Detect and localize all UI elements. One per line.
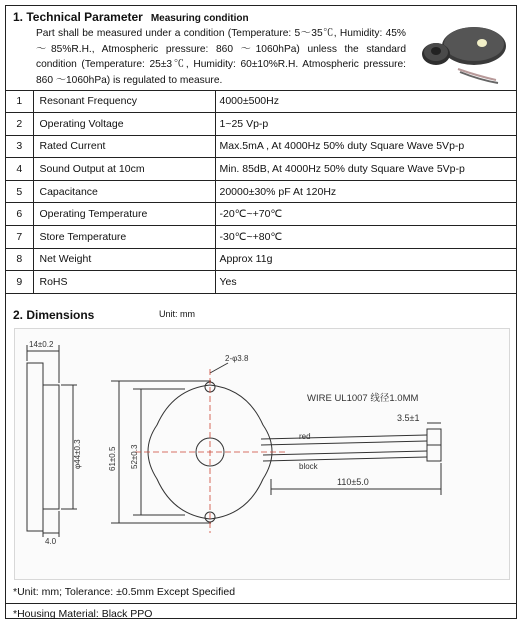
body-dimension: 52±0.3 (130, 444, 139, 469)
technical-parameter-section (6, 6, 516, 91)
wire-spec-label: WIRE UL1007 线径1.0MM (307, 393, 419, 404)
spec-sheet (5, 5, 517, 619)
table-row: 9 RoHS Yes (6, 271, 516, 294)
table-row: 8 Net Weight Approx 11g (6, 248, 516, 271)
table-row: 7 Store Temperature -30℃~+80℃ (6, 226, 516, 249)
hole-dimension: 2-φ3.8 (225, 354, 249, 363)
thickness-dimension: 14±0.2 (29, 340, 54, 349)
outer-diameter-dimension: 61±0.5 (108, 446, 117, 471)
technical-parameter-title: 1. Technical Parameter (13, 10, 143, 24)
buzzer-product-photo (418, 24, 510, 84)
housing-note: *Housing Material: Black PPO (13, 608, 153, 620)
strip-length-dimension: 3.5±1 (397, 413, 420, 423)
parameter-table (6, 90, 516, 294)
table-row: 6 Operating Temperature -20℃~+70℃ (6, 203, 516, 226)
housing-note-row (6, 603, 516, 626)
table-row: 2 Operating Voltage 1~25 Vp-p (6, 113, 516, 136)
wire-length-dimension: 110±5.0 (337, 477, 369, 487)
front-view (111, 363, 272, 523)
inner-diameter-dimension: φ44±0.3 (73, 439, 82, 469)
measuring-condition-text: Part shall be measured under a condition (Temperature: 5～35℃, Humidity: 45%～85%R.H., Atmospheric pressure: 860 ～1060hPa) unless the standard condition (Temperature: 25±3℃, Humidity: 60±10%R.H. Atmospheric pressure: 860 ～1060hPa) is regulated to measure. (36, 28, 406, 86)
step-dimension: 4.0 (45, 537, 57, 546)
table-row: 5 Capacitance 20000±30% pF At 120Hz (6, 180, 516, 203)
red-wire-label: red (299, 432, 311, 441)
measuring-condition-label: Measuring condition (150, 13, 249, 24)
table-row: 4 Sound Output at 10cm Min. 85dB, At 4000Hz 50% duty Square Wave 5Vp-p (6, 158, 516, 181)
tolerance-note-row (6, 582, 516, 604)
black-wire-label: block (299, 462, 318, 471)
section-title (13, 10, 249, 24)
tolerance-note: *Unit: mm; Tolerance: ±0.5mm Except Specified (13, 586, 236, 598)
table-row: 3 Rated Current Max.5mA , At 4000Hz 50% duty Square Wave 5Vp-p (6, 135, 516, 158)
table-row: 1 Resonant Frequency 4000±500Hz (6, 90, 516, 113)
center-lines (135, 369, 287, 533)
dimensions-unit: Unit: mm (159, 309, 195, 319)
dimension-drawing (14, 328, 510, 580)
side-view (27, 345, 77, 537)
dimensions-title: 2. Dimensions (13, 308, 95, 322)
